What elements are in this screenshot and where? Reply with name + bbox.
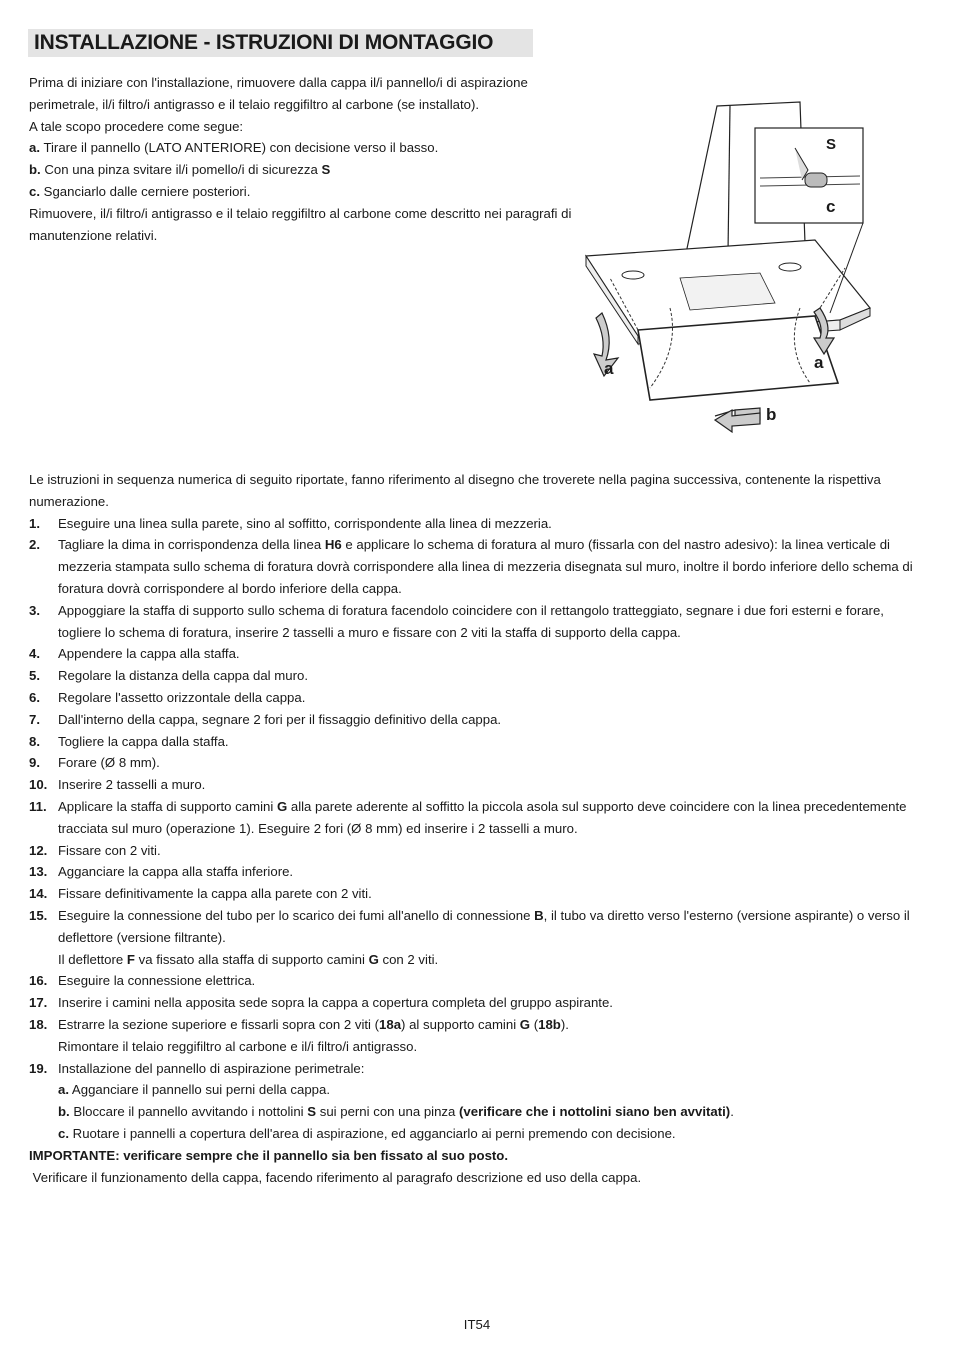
step-text: Togliere la cappa dalla staffa. bbox=[58, 733, 229, 749]
intro-step-a-text: Tirare il pannello (LATO ANTERIORE) con decisione verso il basso. bbox=[43, 140, 439, 156]
step-number: 17. bbox=[29, 995, 48, 1011]
step-11 bbox=[29, 796, 929, 840]
step-number: 14. bbox=[29, 886, 48, 902]
final-note: Verificare il funzionamento della cappa, facendo riferimento al paragrafo descrizione ed uso della cappa. bbox=[29, 1169, 642, 1185]
intro-step-b-bold: S bbox=[321, 162, 331, 178]
step-19 bbox=[29, 1058, 929, 1145]
step-number: 15. bbox=[29, 907, 48, 923]
step-number: 6. bbox=[29, 689, 40, 705]
intro-step-a-label: a. bbox=[29, 140, 40, 156]
step-number: 13. bbox=[29, 864, 48, 880]
arrow-b bbox=[715, 408, 760, 432]
step-text: Installazione del pannello di aspirazione perimetrale: a. Agganciare il pannello sui perni della cappa. b. Bloccare il pannello avvitando i nottolini S sui perni con una pinza (verificare che i nottolini siano ben avvitati). c. Ruotare i pannelli a copertura dell'area di aspirazione, ed agganciarlo ai perni premendo con decisione. bbox=[58, 1060, 734, 1141]
step-text: Applicare la staffa di supporto camini G alla parete aderente al soffitto la piccola asola sul supporto deve coincidere con la linea precedentemente tracciata sul muro (operazione 1). Eseguire 2 fori (Ø 8 mm) ed inserire i 2 tasselli a muro. bbox=[58, 798, 907, 836]
step-3 bbox=[29, 600, 929, 644]
step-9 bbox=[29, 752, 929, 774]
hood-panel-diagram bbox=[580, 98, 880, 443]
intro-step-c-label: c. bbox=[29, 183, 40, 199]
page-number: IT54 bbox=[463, 1317, 491, 1332]
step-text: Eseguire una linea sulla parete, sino al soffitto, corrispondente alla linea di mezzeria. bbox=[58, 515, 552, 531]
step-text: Eseguire la connessione elettrica. bbox=[58, 973, 256, 989]
step-text: Forare (Ø 8 mm). bbox=[58, 755, 160, 771]
step-12 bbox=[29, 840, 929, 862]
step-2 bbox=[29, 534, 929, 599]
intro-paragraph-1: Prima di iniziare con l'installazione, rimuovere dalla cappa il/i pannello/i di aspirazione perimetrale, il/i filtro/i antigrasso e il telaio reggifiltro al carbone (se installato). bbox=[29, 75, 528, 112]
step-text: Eseguire la connessione del tubo per lo scarico dei fumi all'anello di connessione B, il tubo va diretto verso l'esterno (versione aspirante) o verso il deflettore (versione filtrante). Il deflettore F va fissato alla staffa di supporto camini G con 2 viti. bbox=[58, 907, 910, 967]
intro-step-a bbox=[29, 137, 574, 159]
step-number: 8. bbox=[29, 733, 40, 749]
step-number: 18. bbox=[29, 1016, 48, 1032]
step-text: Tagliare la dima in corrispondenza della linea H6 e applicare lo schema di foratura al muro (fissarla con del nastro adesivo): la linea verticale di mezzeria stampata sullo schema di foratura dovrà corrispondere alla linea di mezzeria disegnata sul muro, inoltre il bordo inferiore dello schema di foratura dovrà corrispondere al bordo inferiore della cappa. bbox=[58, 537, 913, 596]
step-text: Inserire 2 tasselli a muro. bbox=[58, 777, 206, 793]
step-number: 12. bbox=[29, 842, 48, 858]
step-17 bbox=[29, 992, 929, 1014]
step-text: Estrarre la sezione superiore e fissarli sopra con 2 viti (18a) al supporto camini G (18b). Rimontare il telaio reggifiltro al carbone e il/i filtro/i antigrasso. bbox=[58, 1016, 569, 1054]
step-4 bbox=[29, 643, 929, 665]
step-number: 5. bbox=[29, 668, 40, 684]
step-number: 11. bbox=[29, 798, 47, 814]
step-18 bbox=[29, 1014, 929, 1058]
step-number: 10. bbox=[29, 777, 48, 793]
step-16 bbox=[29, 970, 929, 992]
label-a-left: a bbox=[604, 359, 614, 378]
step-text: Inserire i camini nella apposita sede sopra la cappa a copertura completa del gruppo aspirante. bbox=[58, 995, 613, 1011]
step-8 bbox=[29, 731, 929, 753]
step-number: 2. bbox=[29, 537, 40, 553]
intro-step-b-text: Con una pinza svitare il/i pomello/i di sicurezza bbox=[44, 162, 318, 178]
label-a-right: a bbox=[814, 353, 824, 372]
step-number: 19. bbox=[29, 1060, 48, 1076]
steps-section bbox=[29, 469, 929, 1188]
step-text: Regolare l'assetto orizzontale della cappa. bbox=[58, 689, 306, 705]
step-13 bbox=[29, 861, 929, 883]
intro-paragraph-3: Rimuovere, il/i filtro/i antigrasso e il telaio reggifiltro al carbone come descritto nei paragrafi di manutenzione relativi. bbox=[29, 205, 572, 243]
step-text: Regolare la distanza della cappa dal muro. bbox=[58, 668, 308, 684]
step-1 bbox=[29, 513, 929, 535]
intro-section bbox=[29, 72, 574, 246]
step-15 bbox=[29, 905, 929, 970]
step-number: 3. bbox=[29, 602, 40, 618]
step-number: 16. bbox=[29, 973, 48, 989]
step-text: Appendere la cappa alla staffa. bbox=[58, 646, 240, 662]
step-text: Agganciare la cappa alla staffa inferiore. bbox=[58, 864, 294, 880]
step-10 bbox=[29, 774, 929, 796]
step-text: Appoggiare la staffa di supporto sullo schema di foratura facendolo coincidere con il rettangolo tratteggiato, segnare i due fori esterni e forare, togliere lo schema di foratura, inserire 2 tasselli a muro e fissare con 2 viti la staffa di supporto della cappa. bbox=[58, 602, 884, 640]
intro-step-c-text: Sganciarlo dalle cerniere posteriori. bbox=[43, 183, 251, 199]
step-text: Fissare definitivamente la cappa alla parete con 2 viti. bbox=[58, 886, 372, 902]
step-number: 1. bbox=[29, 515, 40, 531]
step-text: Dall'interno della cappa, segnare 2 fori per il fissaggio definitivo della cappa. bbox=[58, 711, 502, 727]
label-s: S bbox=[826, 136, 837, 153]
intro-paragraph-2: A tale scopo procedere come segue: bbox=[29, 118, 244, 134]
step-14 bbox=[29, 883, 929, 905]
intro-step-b-label: b. bbox=[29, 162, 41, 178]
step-5 bbox=[29, 665, 929, 687]
intro-step-b bbox=[29, 159, 574, 181]
intro-step-c bbox=[29, 181, 574, 203]
important-note: IMPORTANTE: verificare sempre che il pannello sia ben fissato al suo posto. bbox=[29, 1147, 509, 1163]
label-c: c bbox=[826, 197, 836, 216]
step-6 bbox=[29, 687, 929, 709]
step-number: 7. bbox=[29, 711, 40, 727]
steps-lead: Le istruzioni in sequenza numerica di seguito riportate, fanno riferimento al disegno che troverete nella pagina successiva, contenente la rispettiva numerazione. bbox=[29, 472, 881, 509]
label-b: b bbox=[766, 405, 777, 424]
step-7 bbox=[29, 709, 929, 731]
step-number: 4. bbox=[29, 646, 40, 662]
page-title: INSTALLAZIONE - ISTRUZIONI DI MONTAGGIO bbox=[28, 29, 533, 57]
step-number: 9. bbox=[29, 755, 40, 771]
step-text: Fissare con 2 viti. bbox=[58, 842, 161, 858]
